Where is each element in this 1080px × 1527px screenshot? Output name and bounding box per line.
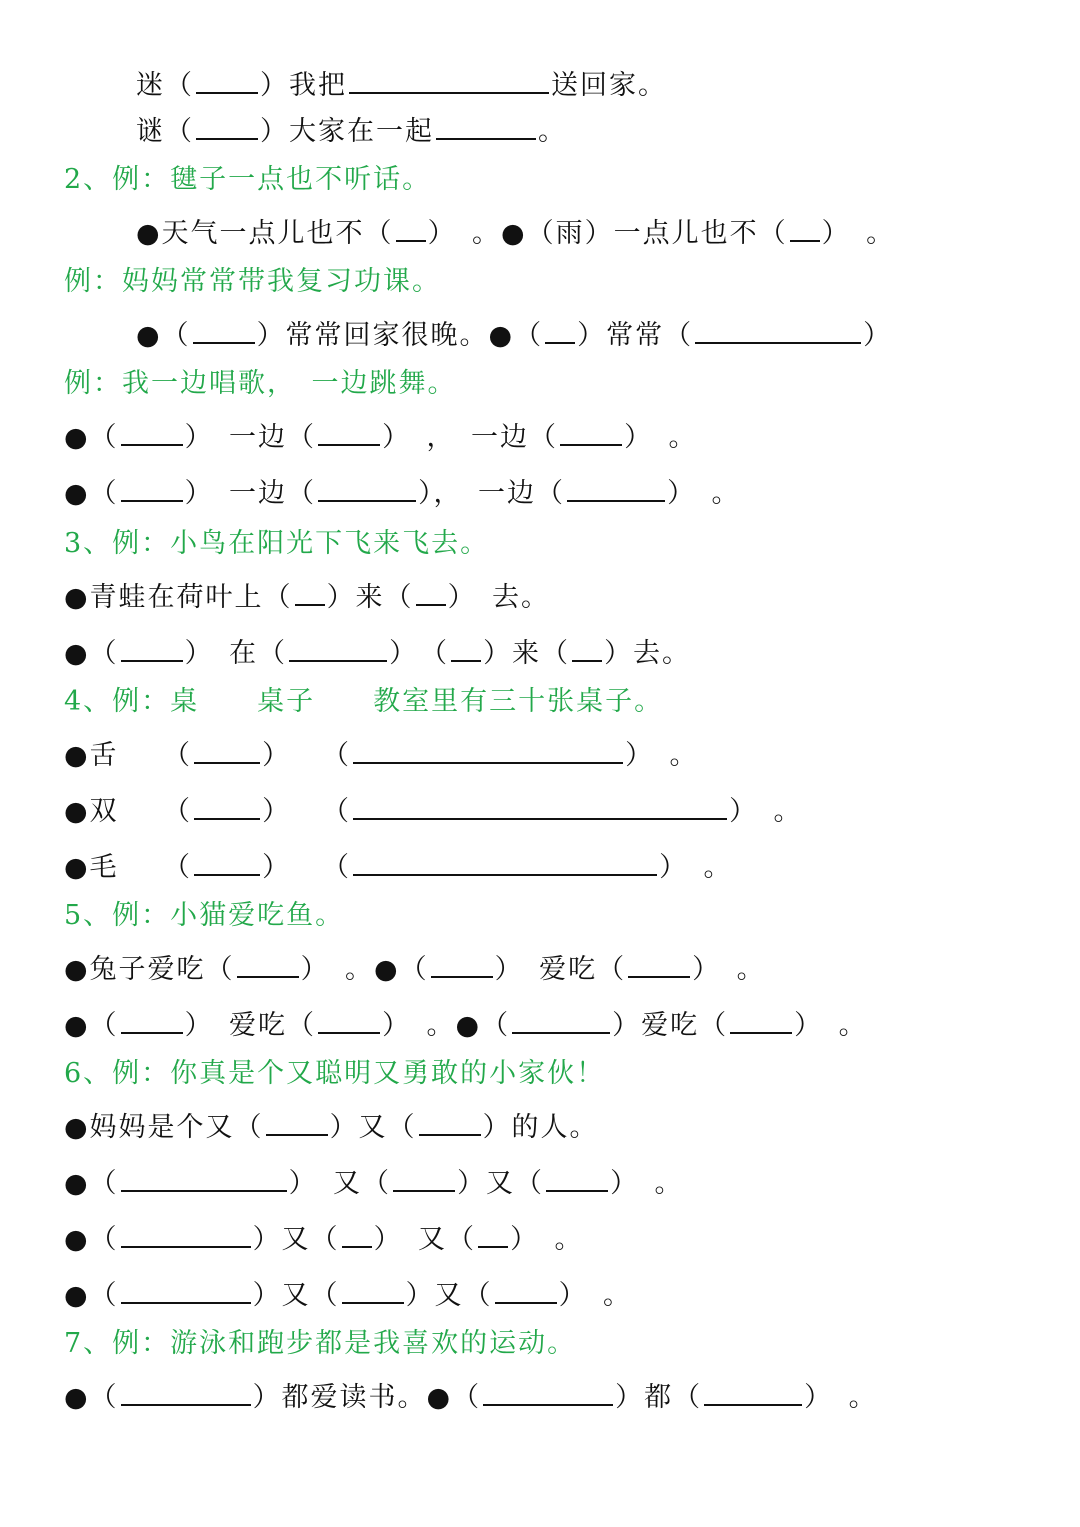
line-text: ）又（ <box>329 1112 417 1143</box>
line-text: ●（ <box>64 638 119 669</box>
line-text: ●（ <box>64 1224 119 1255</box>
line-text: ）又（ <box>252 1280 340 1311</box>
line-text: 5、例：小猫爱吃鱼。 <box>64 900 345 931</box>
line-text: ●（ <box>64 1010 119 1041</box>
exercise-line <box>64 418 698 458</box>
answer-blank[interactable] <box>194 792 260 820</box>
line-text: ） 。●（ <box>300 954 429 985</box>
line-text: ） （ <box>262 796 352 827</box>
line-text: ） 又（ <box>288 1168 392 1199</box>
exercise-line <box>64 1378 878 1418</box>
exercise-line <box>64 848 733 888</box>
exercise-line <box>64 1220 584 1260</box>
line-text: ●舌 （ <box>64 740 193 771</box>
exercise-line <box>64 634 691 674</box>
example-sentence <box>64 160 431 200</box>
answer-blank[interactable] <box>342 1276 404 1304</box>
answer-blank[interactable] <box>266 1108 328 1136</box>
line-text: ） 。 <box>624 422 698 453</box>
answer-blank[interactable] <box>495 1276 557 1304</box>
answer-blank[interactable] <box>396 214 426 242</box>
answer-blank[interactable] <box>121 418 183 446</box>
line-text: ●（ <box>64 1280 119 1311</box>
exercise-line <box>136 316 892 356</box>
exercise-line <box>64 1006 868 1046</box>
line-text: ） 又（ <box>373 1224 477 1255</box>
answer-blank[interactable] <box>196 112 258 140</box>
line-text: ） 。 <box>804 1382 878 1413</box>
line-text: ） （ <box>262 852 352 883</box>
answer-blank[interactable] <box>194 848 260 876</box>
line-text: ）又（ <box>252 1224 340 1255</box>
line-text: ） 在（ <box>184 638 288 669</box>
line-text: 送回家。 <box>551 70 667 101</box>
exercise-line <box>64 950 766 990</box>
answer-blank[interactable] <box>121 1276 251 1304</box>
line-text: ●毛 （ <box>64 852 193 883</box>
line-text: ）都爱读书。●（ <box>252 1382 482 1413</box>
answer-blank[interactable] <box>560 418 622 446</box>
line-text: 。 <box>538 116 567 147</box>
answer-blank[interactable] <box>572 634 602 662</box>
example-sentence <box>64 1324 576 1364</box>
answer-blank[interactable] <box>121 1378 251 1406</box>
line-text: ●（ <box>64 1382 119 1413</box>
line-text: ）去。 <box>604 638 692 669</box>
answer-blank[interactable] <box>318 1006 380 1034</box>
line-text: ） 。 <box>659 852 733 883</box>
line-text: ） 。 <box>729 796 803 827</box>
exercise-line <box>136 66 667 106</box>
line-text: ） （ <box>389 638 450 669</box>
line-text: ） 。 <box>610 1168 684 1199</box>
line-text: ）又（ <box>405 1280 493 1311</box>
line-text: 2、例：毽子一点也不听话。 <box>64 164 432 195</box>
line-text: ）来（ <box>326 582 414 613</box>
line-text: ） 。 <box>692 954 766 985</box>
line-text: ） 去。 <box>447 582 551 613</box>
answer-blank[interactable] <box>121 1164 287 1192</box>
line-text: 谜（ <box>136 116 194 147</box>
answer-blank[interactable] <box>512 1006 610 1034</box>
answer-blank[interactable] <box>567 474 665 502</box>
line-text: ） 。 <box>558 1280 633 1311</box>
exercise-line <box>64 1276 632 1316</box>
line-text: ） 。 <box>667 478 741 509</box>
answer-blank[interactable] <box>237 950 299 978</box>
line-text: 例：妈妈常常带我复习功课。 <box>64 266 441 297</box>
line-text: ）都（ <box>615 1382 703 1413</box>
line-text: ） 。 <box>510 1224 584 1255</box>
line-text: ） 一边（ <box>184 478 317 509</box>
line-text: ） <box>863 320 893 351</box>
answer-blank[interactable] <box>353 792 727 820</box>
line-text: ●天气一点儿也不（ <box>136 218 394 249</box>
answer-blank[interactable] <box>628 950 690 978</box>
answer-blank[interactable] <box>196 66 258 94</box>
exercise-line <box>64 578 550 618</box>
line-text: 7、例：游泳和跑步都是我喜欢的运动。 <box>64 1328 577 1359</box>
line-text: ） 一边（ <box>184 422 317 453</box>
line-text: ） （ <box>262 740 352 771</box>
line-text: ●妈妈是个又（ <box>64 1112 264 1143</box>
line-text: ●（ <box>64 422 119 453</box>
line-text: ）， 一边（ <box>418 478 566 509</box>
answer-blank[interactable] <box>790 214 820 242</box>
line-text: ）我把 <box>260 70 347 101</box>
line-text: ）常常（ <box>577 320 694 351</box>
answer-blank[interactable] <box>342 1220 372 1248</box>
answer-blank[interactable] <box>121 1006 183 1034</box>
line-text: ●（ <box>64 478 119 509</box>
line-text: ●青蛙在荷叶上（ <box>64 582 293 613</box>
line-text: ）的人。 <box>482 1112 599 1143</box>
line-text: ） 。●（ <box>382 1010 511 1041</box>
line-text: ）爱吃（ <box>612 1010 729 1041</box>
exercise-line <box>64 474 741 514</box>
line-text: 迷（ <box>136 70 194 101</box>
example-sentence <box>64 682 663 722</box>
answer-blank[interactable] <box>478 1220 508 1248</box>
answer-blank[interactable] <box>431 950 493 978</box>
answer-blank[interactable] <box>483 1378 613 1406</box>
answer-blank[interactable] <box>193 316 255 344</box>
exercise-line <box>64 1108 599 1148</box>
example-sentence <box>64 896 344 936</box>
example-sentence <box>64 364 457 404</box>
exercise-line <box>64 736 699 776</box>
answer-blank[interactable] <box>436 112 536 140</box>
answer-blank[interactable] <box>416 578 446 606</box>
answer-blank[interactable] <box>121 474 183 502</box>
answer-blank[interactable] <box>695 316 861 344</box>
example-sentence <box>64 262 441 302</box>
answer-blank[interactable] <box>289 634 387 662</box>
line-text: 4、例：桌 桌子 教室里有三十张桌子。 <box>64 686 664 717</box>
line-text: ） 。 <box>821 218 896 249</box>
answer-blank[interactable] <box>194 736 260 764</box>
answer-blank[interactable] <box>546 1164 608 1192</box>
answer-blank[interactable] <box>295 578 325 606</box>
answer-blank[interactable] <box>318 474 416 502</box>
line-text: 3、例：小鸟在阳光下飞来飞去。 <box>64 528 490 559</box>
line-text: ） 爱吃（ <box>184 1010 317 1041</box>
example-sentence <box>64 1054 605 1094</box>
line-text: ●（ <box>136 320 191 351</box>
exercise-line <box>64 792 803 832</box>
line-text: ）又（ <box>457 1168 545 1199</box>
answer-blank[interactable] <box>451 634 481 662</box>
example-sentence <box>64 524 489 564</box>
line-text: 6、例：你真是个又聪明又勇敢的小家伙！ <box>64 1058 606 1089</box>
line-text: ） 。 <box>625 740 699 771</box>
answer-blank[interactable] <box>545 316 575 344</box>
line-text: ●兔子爱吃（ <box>64 954 235 985</box>
answer-blank[interactable] <box>349 66 549 94</box>
answer-blank[interactable] <box>353 736 623 764</box>
line-text: ）大家在一起 <box>260 116 434 147</box>
answer-blank[interactable] <box>353 848 657 876</box>
line-text: ）常常回家很晚。●（ <box>256 320 544 351</box>
answer-blank[interactable] <box>704 1378 802 1406</box>
line-text: ） 爱吃（ <box>494 954 627 985</box>
line-text: ） 。●（雨）一点儿也不（ <box>427 218 788 249</box>
line-text: ） ， 一边（ <box>382 422 559 453</box>
line-text: ●双 （ <box>64 796 193 827</box>
line-text: ）来（ <box>483 638 571 669</box>
exercise-line <box>136 214 895 254</box>
answer-blank[interactable] <box>393 1164 455 1192</box>
line-text: ●（ <box>64 1168 119 1199</box>
line-text: ） 。 <box>794 1010 868 1041</box>
answer-blank[interactable] <box>318 418 380 446</box>
answer-blank[interactable] <box>121 634 183 662</box>
exercise-line <box>136 112 567 152</box>
answer-blank[interactable] <box>730 1006 792 1034</box>
line-text: 例：我一边唱歌， 一边跳舞。 <box>64 368 457 399</box>
answer-blank[interactable] <box>121 1220 251 1248</box>
answer-blank[interactable] <box>419 1108 481 1136</box>
exercise-line <box>64 1164 684 1204</box>
